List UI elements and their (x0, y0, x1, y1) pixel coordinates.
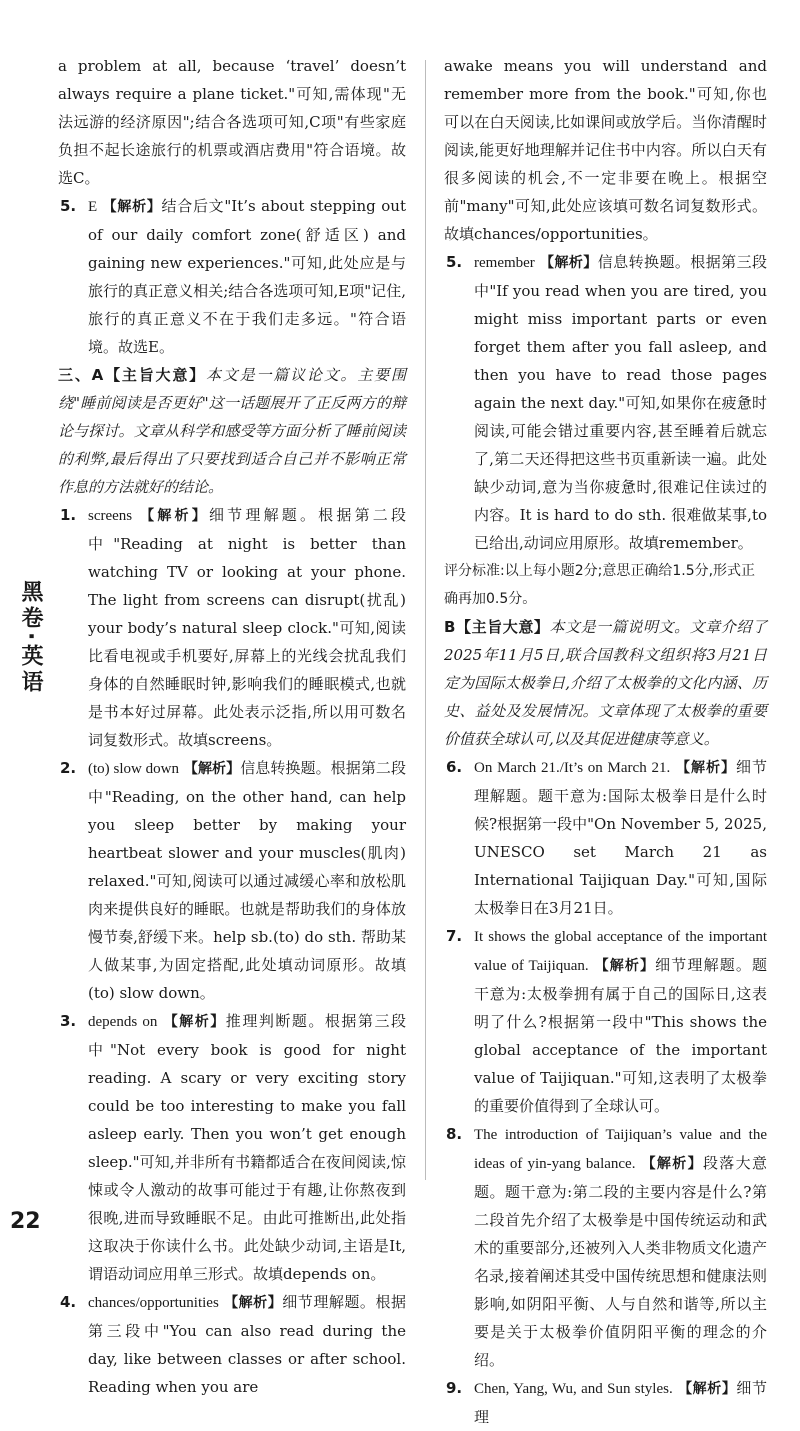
answer: The introduction of Taijiquan’s value and the ideas of yin-yang balance. (474, 1127, 767, 1172)
left-question-4 (58, 1288, 406, 1401)
question-number: 8. (446, 1125, 463, 1143)
analysis-tag: 【解析】 (224, 1295, 283, 1311)
analysis-tag: 【解析】 (678, 1381, 737, 1397)
analysis-tag: 【解析】 (163, 1014, 226, 1030)
scoring-criteria: 评分标准:以上每小题2分;意思正确给1.5分,形式正确再加0.5分。 (444, 563, 756, 607)
left-question-2 (58, 754, 406, 1007)
section-b-summary (444, 613, 767, 753)
right-question-5 (444, 248, 767, 557)
analysis-text: 细节理解题。题干意为:太极拳拥有属于自己的国际日,这表明了什么?根据第一段中"This shows the global acceptance of the important value of Taijiquan."可知,这表明了太极拳的重要价值得到了全球认可。 (474, 956, 767, 1115)
analysis-text: 段落大意题。题干意为:第二段的主要内容是什么?第二段首先介绍了太极拳是中国传统运动和武术的重要部分,还被列入人类非物质文化遗产名录,接着阐述其受中国传统思想和健康法则影响,如阴阳平衡、人与自然和谐等,所以主要是关于太极拳价值阴阳平衡的理念的介绍。 (474, 1154, 767, 1369)
analysis-text: 细节理 (474, 1379, 767, 1426)
left-intro: a problem at all, because ‘travel’ doesn’t always require a plane ticket."可知,需体现"无法远游的经济原因";结合各选项可知,C项"有些家庭负担不起长途旅行的机票或酒店费用"符合语境。故选C。 (58, 57, 406, 187)
answer: It shows the global acceptance of the important value of Taijiquan. (474, 929, 767, 974)
answer: chances/opportunities (88, 1295, 219, 1311)
question-number: 7. (446, 927, 463, 945)
section-text: 本文是一篇议论文。主要围绕"睡前阅读是否更好"这一话题展开了正反两方的辩论与探讨。文章从科学和感受等方面分析了睡前阅读的利弊,最后得出了只要找到适合自己并不影响正常作息的方法就好的结论。 (58, 366, 406, 496)
analysis-text: 细节理解题。根据第二段中"Reading at night is better than watching TV or looking at your phone. The light from screens can disrupt(扰乱) your body’s natural sleep clock."可知,阅读比看电视或手机要好,屏幕上的光线会扰乱我们身体的自然睡眠时钟,影响我们的睡眠模式,也就是书本好过屏幕。此处表示泛指,所以用可数名词复数形式。故填screens。 (88, 506, 406, 749)
question-number: 5. (446, 253, 463, 271)
analysis-tag: 【解析】 (140, 508, 209, 524)
left-question-1 (58, 501, 406, 754)
answer: screens (88, 508, 133, 524)
question-number: 6. (446, 758, 463, 776)
section-3a-summary (58, 361, 406, 501)
analysis-text: 细节理解题。根据第三段中"You can also read during the day, like between classes or after school. Reading when you are (88, 1293, 406, 1396)
question-number: 1. (60, 506, 77, 524)
analysis-text: 结合后文"It’s about stepping out of our daily comfort zone(舒适区) and gaining new experiences."可知,此处应是与旅行的真正意义相关;结合各选项可知,E项"记住,旅行的真正意义不在于我们走多远。"符合语境。故选E。 (88, 197, 406, 356)
page-number: 22 (10, 1209, 41, 1234)
section-text: 本文是一篇说明文。文章介绍了2025年11月5日,联合国教科文组织将3月21日定为国际太极拳日,介绍了太极拳的文化内涵、历史、益处及发展情况。文章体现了太极拳的重要价值获全球认可,以及其促进健康等意义。 (444, 618, 767, 748)
answer: depends on (88, 1014, 158, 1030)
column-divider (425, 60, 426, 1180)
analysis-tag: 【解析】 (594, 958, 656, 974)
right-intro: awake means you will understand and remember more from the book."可知,你也可以在白天阅读,比如课间或放学后。当你清醒时阅读,能更好地理解并记住书中内容。所以白天有很多阅读的机会,不一定非要在晚上。根据空前"many"可知,此处应该填可数名词复数形式。故填chances/opportunities。 (444, 57, 767, 243)
analysis-tag: 【解析】 (641, 1156, 703, 1172)
answer: (to) slow down (88, 761, 179, 777)
left-question-3 (58, 1007, 406, 1288)
question-number: 3. (60, 1012, 77, 1030)
right-column (444, 52, 767, 1431)
question-number: 4. (60, 1293, 77, 1311)
question-number: 5. (60, 197, 77, 215)
sidebar-label: 黑卷·英语 (18, 580, 43, 697)
analysis-tag: 【解析】 (183, 761, 241, 777)
analysis-text: 推理判断题。根据第三段中"Not every book is good for night reading. A scary or very exciting story could be too interesting to make you fall asleep early. Then you won’t get enough sleep."可知,并非所有书籍都适合在夜间阅读,惊悚或令人激动的故事可能过于有趣,让你熬夜到很晚,进而导致睡眠不足。由此可推断出,此处指这取决于你读什么书。此处缺少动词,主语是It,谓语动词应用单三形式。故填depends on。 (88, 1012, 406, 1283)
left-column (58, 52, 406, 1401)
section-lead: B【主旨大意】 (444, 618, 550, 636)
answer: On March 21./It’s on March 21. (474, 760, 671, 776)
analysis-text: 信息转换题。根据第三段中"If you read when you are tired, you might miss important parts or even forget them after you fall asleep, and then you have to read those pages again the next day."可知,如果你在疲惫时阅读,可能会错过重要内容,甚至睡着后就忘了,第二天还得把这些书页重新读一遍。此处缺少动词,意为当你疲惫时,很难记住读过的内容。It is hard to do sth. 很难做某事,to已给出,动词应用原形。故填remember。 (474, 253, 767, 552)
right-question-8 (444, 1120, 767, 1374)
answer: remember (474, 255, 535, 271)
right-question-7 (444, 922, 767, 1120)
analysis-tag: 【解析】 (676, 760, 736, 776)
analysis-text: 信息转换题。根据第二段中"Reading, on the other hand, can help you sleep better by making your heartbeat slower and your muscles(肌肉) relaxed."可知,阅读可以通过减缓心率和放松肌肉来提供良好的睡眠。也就是帮助我们的身体放慢节奏,舒缓下来。help sb.(to) do sth. 帮助某人做某事,为固定搭配,此处填动词原形。故填(to) slow down。 (88, 759, 406, 1002)
analysis-text: 细节理解题。题干意为:国际太极拳日是什么时候?根据第一段中"On November 5, 2025, UNESCO set March 21 as International Taijiquan Day."可知,国际太极拳日在3月21日。 (474, 758, 767, 917)
right-question-9 (444, 1374, 767, 1431)
section-lead: 三、A【主旨大意】 (58, 366, 206, 384)
right-question-6 (444, 753, 767, 922)
analysis-tag: 【解析】 (540, 255, 598, 271)
question-number: 2. (60, 759, 77, 777)
left-question-5 (58, 192, 406, 361)
answer: Chen, Yang, Wu, and Sun styles. (474, 1381, 673, 1397)
question-number: 9. (446, 1379, 463, 1397)
analysis-tag: 【解析】 (102, 199, 162, 215)
answer: E (88, 199, 98, 215)
